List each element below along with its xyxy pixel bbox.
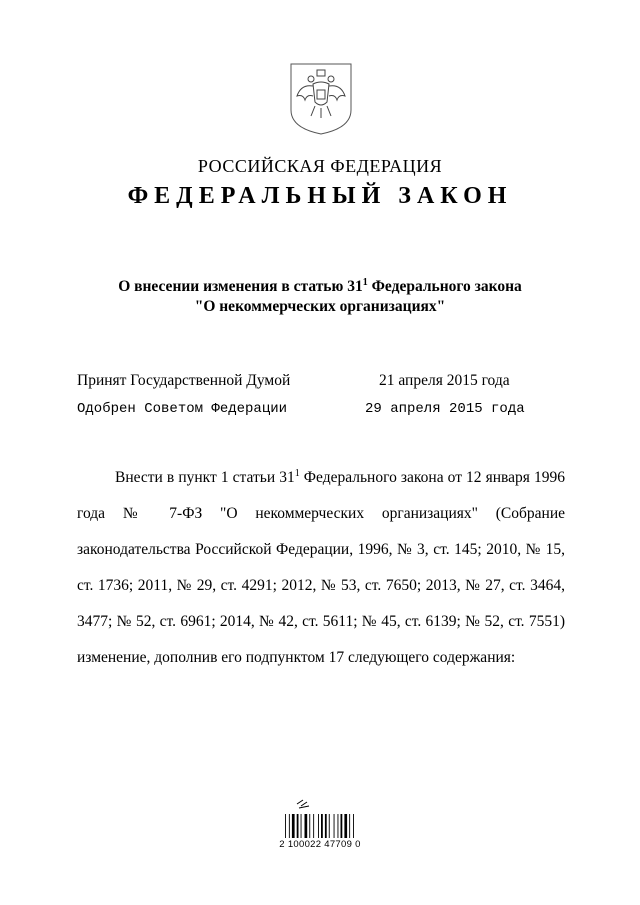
law-type-heading: ФЕДЕРАЛЬНЫЙ ЗАКОН bbox=[127, 183, 513, 209]
coat-of-arms-icon bbox=[289, 62, 353, 136]
paragraph-superscript: 1 bbox=[294, 467, 300, 479]
law-title-line-2: "О некоммерческих организациях" bbox=[194, 298, 446, 315]
law-title-text-end: Федерального закона bbox=[367, 278, 522, 295]
article-superscript: 1 bbox=[362, 276, 368, 288]
duma-adoption-label: Принят Государственной Думой bbox=[77, 372, 291, 389]
duma-adoption-date: 21 апреля 2015 года bbox=[379, 372, 510, 389]
council-approval-label: Одобрен Советом Федерации bbox=[77, 401, 288, 417]
amendment-paragraph bbox=[77, 460, 565, 676]
paragraph-text-end: Федерального закона от 12 января 1996 года № 7-ФЗ "О некоммерческих организациях" (Собрание законодательства Российской Федерации, 1996, № 3, ст. 145; 2010, № 15, ст. 1736; 2011, № 29, ст. 4291; 2012, № 53, ст. 7650; 2013, № 27, ст. 3464, 3477; № 52, ст. 6961; 2014, № 42, ст. 5611; № 45, ст. 6139; № 52, ст. 7551) изменение, дополнив его подпунктом 17 следующего содержания: bbox=[77, 469, 565, 666]
law-title-line-1 bbox=[0, 277, 640, 297]
council-approval-date: 29 апреля 2015 года bbox=[365, 401, 525, 417]
barcode-number: 2 100022 47709 0 bbox=[279, 839, 361, 850]
law-title-text: О внесении изменения в статью 31 bbox=[118, 278, 363, 295]
law-title bbox=[0, 277, 640, 317]
paragraph-text: Внести в пункт 1 статьи 31 bbox=[115, 469, 295, 486]
body-paragraph bbox=[77, 460, 565, 676]
country-name: РОССИЙСКАЯ ФЕДЕРАЦИЯ bbox=[197, 156, 443, 176]
